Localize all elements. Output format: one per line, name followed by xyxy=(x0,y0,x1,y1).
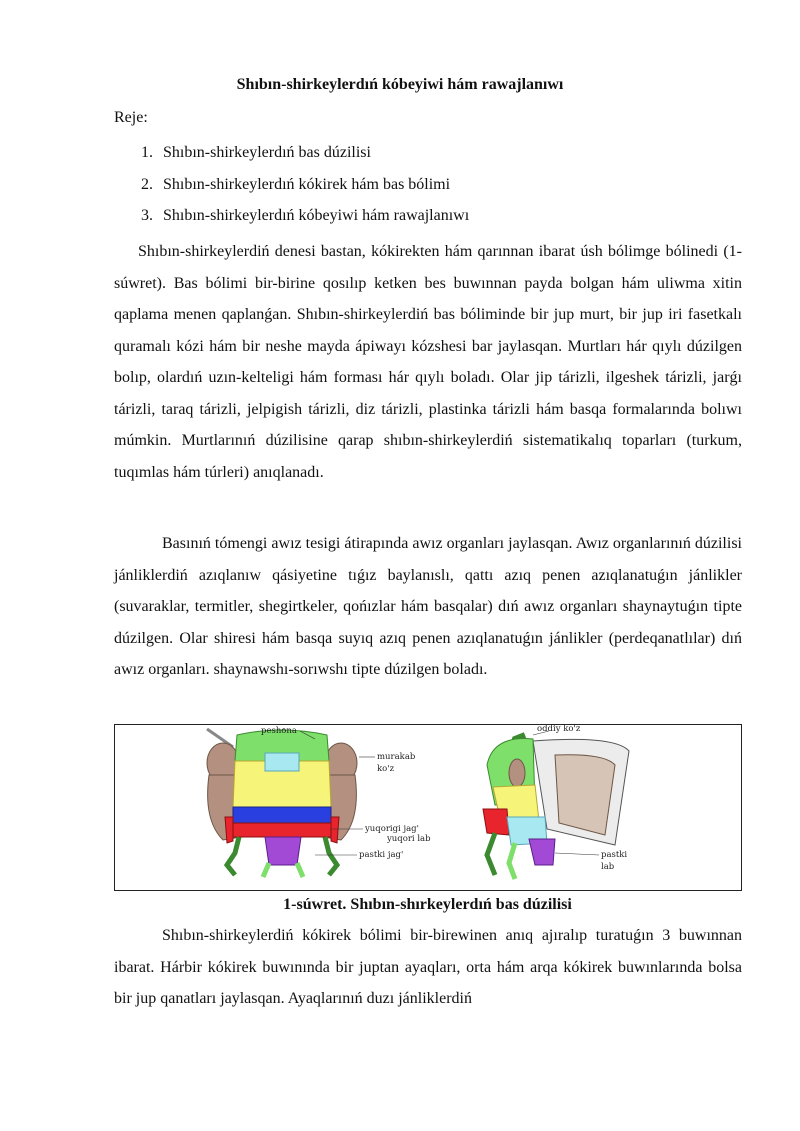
plan-item xyxy=(141,175,469,207)
labium-side xyxy=(529,839,555,865)
plan-item xyxy=(141,206,469,238)
plan-item-number: 3. xyxy=(141,207,153,224)
labium-region xyxy=(265,837,301,865)
label-kouz: ko'z xyxy=(377,764,395,774)
label-yuqorigi-jag: yuqorigi jag' xyxy=(365,824,419,834)
labrum-region xyxy=(233,807,331,823)
head-front-view xyxy=(207,726,431,877)
palp-inner-right xyxy=(297,863,303,877)
plan-item-number: 2. xyxy=(141,175,153,193)
label-murakkab: murakab xyxy=(377,752,416,762)
label-pastki: pastki xyxy=(601,850,628,860)
palp-side-2 xyxy=(509,843,515,879)
label-oddiy-kouz: oddiy ko'z xyxy=(537,725,581,734)
compound-eye-side xyxy=(509,759,525,787)
frons-band xyxy=(265,753,299,771)
leader-line xyxy=(555,853,599,855)
palp-inner-left xyxy=(263,863,269,877)
document-title: Shıbın-shirkeylerdıń kóbeyiwi hám rawajlanıwı xyxy=(236,76,564,93)
pronotum-inner xyxy=(555,755,615,835)
plan-item-text: Shıbın-shirkeylerdıń kókirek hám bas bólimi xyxy=(163,175,451,193)
plan-heading: Reje: xyxy=(114,109,148,126)
figure-caption: 1-súwret. Shıbın-shırkeylerdıń bas dúzilisi xyxy=(283,896,572,913)
mandibles-region xyxy=(233,823,331,837)
label-yuqori-lab: yuqori lab xyxy=(387,834,431,844)
label-lab: lab xyxy=(601,862,615,872)
paragraph-thorax: Shıbın-shirkeylerdiń kókirek bólimi bir-birewinen anıq ajıralıp turatuǵın 3 buwınnan ibarat. Hárbir kókirek buwınında bir juptan ayaqları, orta hám arqa kókirek buwınlarında bolsa bir jup qanatları jaylasqan. Ayaqlarınıń duzı jánliklerdiń xyxy=(114,927,742,1007)
plan-list xyxy=(141,143,469,238)
paragraph-body-structure: Shıbın-shirkeylerdiń denesi bastan, kókirekten hám qarınnan ibarat úsh bólimge bólinedi (1-súwret). Bas bólimi bir-birine qosılıp ketken bes buwınnan payda bolgan hám uliwma xitin qaplama menen qaplanǵan. Shıbın-shirkeylerdiń bas bóliminde bir jup murt, bir jup iri fasetkalı quramalı kózi hám bir neshe mayda ápiwayı kózshesi bar jaylasqan. Murtları hár qıylı dúzilgen bolıp, olardıń uzın-kelteligi hám forması hár qıylı boladı. Olar jip tárizli, ilgeshek tárizli, jarǵı tárizli, taraq tárizli, jelpigish tárizli, diz tárizli, plastinka tárizli hám basqa formalarında bolıwı múmkin. Murtlarınıń dúzilisine qarap shıbın-shirkeylerdiń sistematikalıq toparları (turkum, tuqımlas hám túrleri) anıqlanadı. xyxy=(114,243,742,481)
label-pastki-jag: pastki jag' xyxy=(359,850,404,860)
label-peshona: peshona xyxy=(261,726,297,736)
palp-side-1 xyxy=(487,833,495,875)
paragraph-mouth-organs: Basınıń tómengi awız tesigi átirapında awız organları jaylasqan. Awız organlarınıń dúzilisi jánliklerdiń azıqlanıw qásiyetine tıǵız baylanıslı, qattı azıq penen azıqlanatuǵın jánlikler (suvaraklar, termitler, shegirtkeler, qońızlar hám basqalar) dıń awız organları shaynaytuǵın tipte dúzilgen. Olar shiresi hám basqa suyıq azıq penen azıqlanatuǵın jánlikler (perdeqanatlılar) dıń awız organları. shaynawshı-sorıwshı tipte dúzilgen boladı. xyxy=(114,535,742,678)
plan-item xyxy=(141,143,469,175)
plan-item-number: 1. xyxy=(141,144,153,161)
head-side-view xyxy=(483,725,629,879)
insect-head-illustration xyxy=(115,725,741,890)
plan-item-text: Shıbın-shirkeylerdıń bas dúzilisi xyxy=(163,144,371,161)
insect-head-figure xyxy=(114,724,742,891)
plan-item-text: Shıbın-shirkeylerdıń kóbeyiwi hám rawajlanıwı xyxy=(163,207,470,224)
mandible-side xyxy=(483,809,509,835)
mandible-right xyxy=(331,817,339,843)
mandible-left xyxy=(225,817,233,843)
